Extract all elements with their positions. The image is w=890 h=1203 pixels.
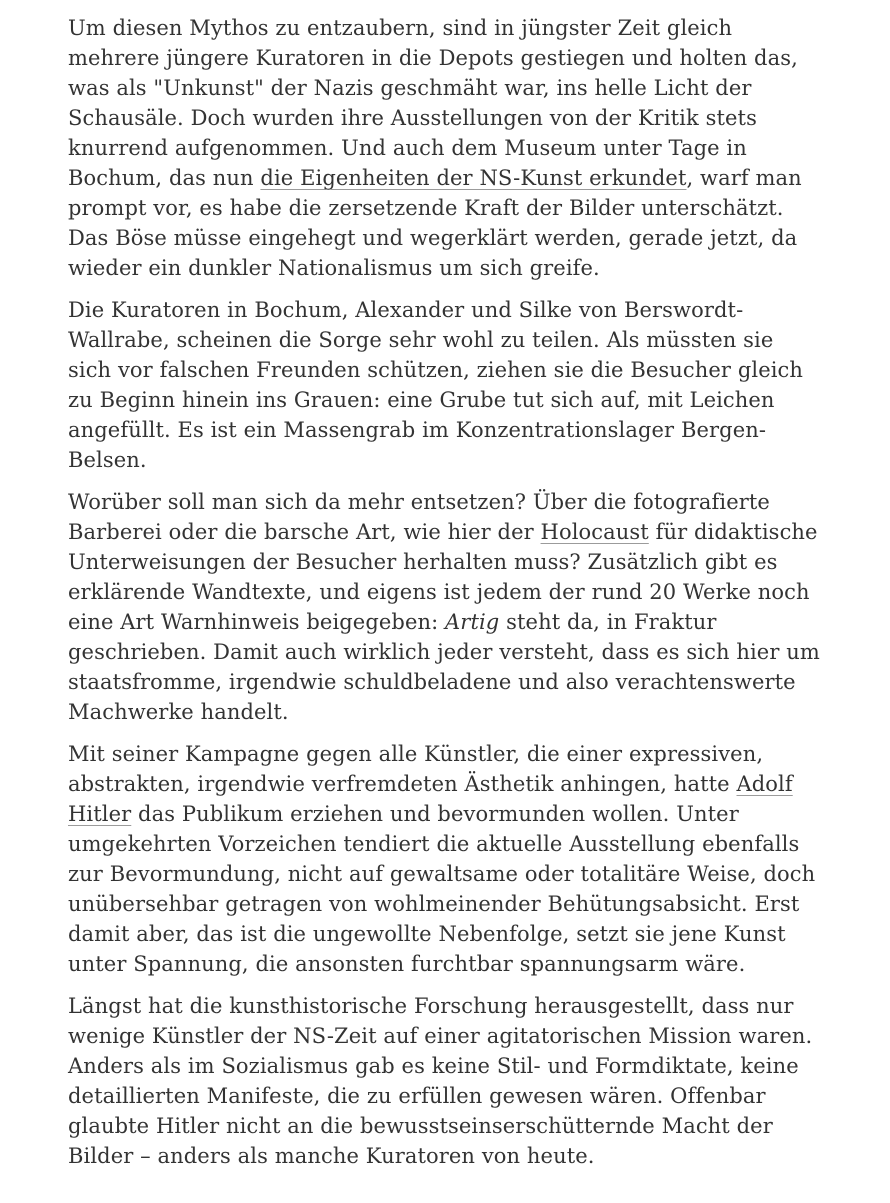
paragraph <box>68 991 822 1171</box>
paragraph-text: steht da, in Fraktur geschrieben. Damit auch wirklich jeder versteht, dass es sich hier um staatsfromme, irgendwie schuldbeladene und also verachtenswerte Machwerke handelt. <box>68 610 820 724</box>
link-holocaust[interactable]: Holocaust <box>540 520 649 544</box>
emphasis-artig: Artig <box>445 610 500 634</box>
paragraph-text: das Publikum erziehen und bevormunden wollen. Unter umgekehrten Vorzeichen tendiert die aktuelle Ausstellung ebenfalls zur Bevormundung, nicht auf gewaltsame oder totalitäre Weise, doch unübersehbar getragen von wohlmeinender Behütungsabsicht. Erst damit aber, das ist die ungewollte Nebenfolge, setzt sie jene Kunst unter Spannung, die ansonsten furchtbar spannungsarm wäre. <box>68 802 816 976</box>
paragraph <box>68 13 822 283</box>
paragraph <box>68 487 822 727</box>
paragraph-text: Die Kuratoren in Bochum, Alexander und Silke von Berswordt-Wallrabe, scheinen die Sorge sehr wohl zu teilen. Als müssten sie sich vor falschen Freunden schützen, ziehen sie die Besucher gleich zu Beginn hinein ins Grauen: eine Grube tut sich auf, mit Leichen angefüllt. Es ist ein Massengrab im Konzentrationslager Bergen-Belsen. <box>68 298 804 472</box>
link-adolf-hitler[interactable]: Adolf Hitler <box>68 772 793 826</box>
paragraph-text: Worüber soll man sich da mehr entsetzen? Über die fotografierte Barberei oder die barsche Art, wie hier der <box>68 490 770 544</box>
link-ns-kunst-erkundet[interactable]: die Eigenheiten der NS-Kunst erkundet <box>260 166 687 190</box>
paragraph-text: Längst hat die kunsthistorische Forschung herausgestellt, dass nur wenige Künstler der NS-Zeit auf einer agitatorischen Mission waren. Anders als im Sozialismus gab es keine Stil- und Formdiktate, keine detaillierten Manifeste, die zu erfüllen gewesen wären. Offenbar glaubte Hitler nicht an die bewusstseinserschütternde Macht der Bilder – anders als manche Kuratoren von heute. <box>68 994 813 1168</box>
paragraph-text: , warf man prompt vor, es habe die zersetzende Kraft der Bilder unterschätzt. Das Böse müsse eingehegt und wegerklärt werden, gerade jetzt, da wieder ein dunkler Nationalismus um sich greife. <box>68 166 802 280</box>
paragraph <box>68 295 822 475</box>
paragraph-text: für didaktische Unterweisungen der Besucher herhalten muss? Zusätzlich gibt es erklärende Wandtexte, und eigens ist jedem der rund 20 Werke noch eine Art Warnhinweis beigegeben: <box>68 520 818 634</box>
paragraph-text: Um diesen Mythos zu entzaubern, sind in jüngster Zeit gleich mehrere jüngere Kuratoren in die Depots gestiegen und holten das, was als "Unkunst" der Nazis geschmäht war, ins helle Licht der Schausäle. Doch wurden ihre Ausstellungen von der Kritik stets knurrend aufgenommen. Und auch dem Museum unter Tage in Bochum, das nun <box>68 16 798 190</box>
paragraph <box>68 739 822 979</box>
paragraph-text: Mit seiner Kampagne gegen alle Künstler, die einer expressiven, abstrakten, irgendwie verfremdeten Ästhetik anhingen, hatte <box>68 742 764 796</box>
